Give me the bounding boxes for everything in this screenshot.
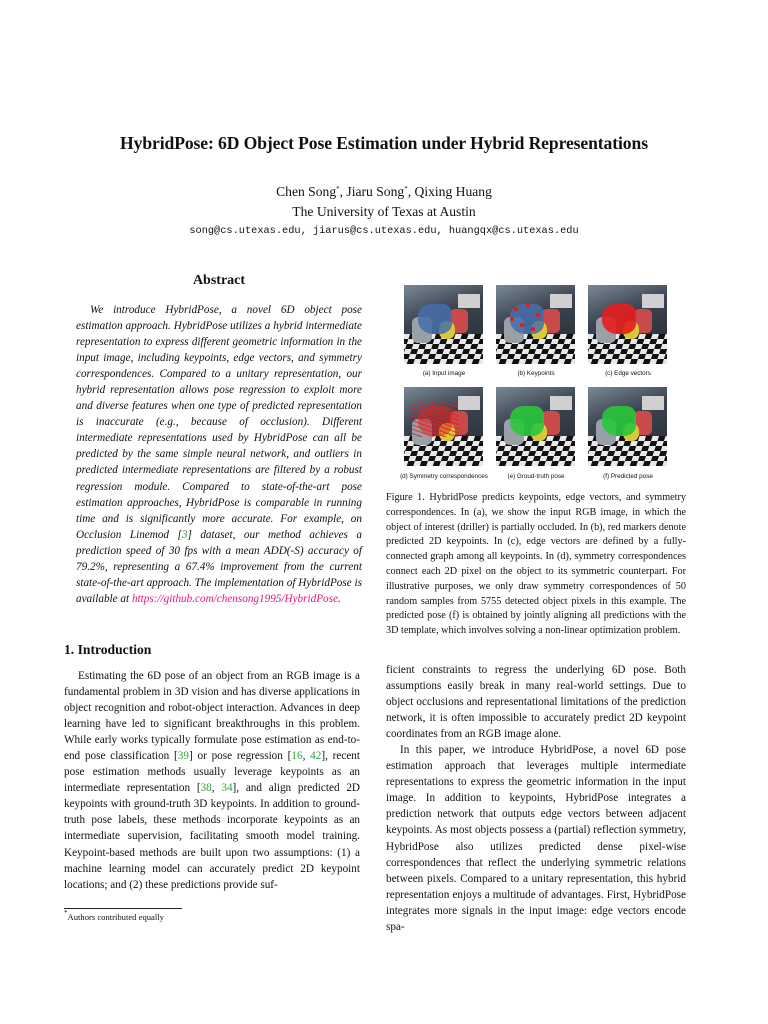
figure-subcaption: (c) Edge vectors: [605, 370, 651, 377]
intro-text: ], and align predicted 2D keypoints with ground-truth 3D keypoints. In addition to ground-truth pose labels, these methods incorporate keypoints as an intermediate supervision, facilitating smooth model training. Keypoint-based methods are built upon two assumptions: (1) a machine learning model can accurately predict 2D keypoint locations; and (2) these predictions provide suf-: [64, 782, 360, 891]
author-separator: ,: [339, 184, 347, 199]
intro-text: ,: [302, 750, 311, 763]
figure-image-ground-truth-pose: [496, 387, 575, 466]
paragraph: ficient constraints to regress the underlying 6D pose. Both assumptions easily break in many real-world settings. Due to object occlusions and representational limitations of the prediction network, it is often impossible to accurately predict 2D keypoint coordinates from an RGB image alone.: [386, 664, 686, 741]
figure-subcaption: (b) Keypoints: [517, 370, 555, 377]
figure-image-input: [404, 285, 483, 364]
citation-link[interactable]: 3: [181, 528, 188, 541]
author-name: Jiaru Song: [346, 184, 405, 199]
affiliation: The University of Texas at Austin: [292, 204, 476, 219]
figure-image-edge-vectors: [588, 285, 667, 364]
figure-image-symmetry: [404, 387, 483, 466]
section-heading-introduction: 1. Introduction: [64, 642, 152, 657]
figure-subcaption: (a) Input image: [422, 370, 466, 377]
author-name: Qixing Huang: [414, 184, 492, 199]
intro-text: ] or pose regression [: [188, 750, 292, 763]
intro-text: ], recent pose estimation methods usually leverage keypoints as an intermediate representation [: [64, 750, 360, 795]
abstract-text: We introduce HybridPose, a novel 6D object pose estimation approach. HybridPose utilizes a hybrid intermediate representation to express different geometric information in the input image, including keypoints, edge vectors, and symmetry correspondences. Compared to a unitary representation, our hybrid representation allows pose regression to exploit more and diverse features when one type of predicted representation is inaccurate (e.g., because of occlusion). Different intermediate representations used by HybridPose can all be predicted by the same simple neural network, and outliers in predicted intermediate representations are filtered by a robust regression module. Compared to state-of-the-art pose estimation approaches, HybridPose is comparable in running time and is significantly more accurate. For example, on Occlusion Linemod [: [76, 304, 362, 541]
intro-text: ,: [211, 782, 222, 795]
introduction-body: [64, 668, 360, 893]
citation-link[interactable]: 42: [310, 750, 322, 763]
figure-subcaption: (f) Predicted pose: [603, 473, 653, 480]
footnote-text: Authors contributed equally: [67, 912, 164, 922]
figure-subcaption: (e) Groud-truth pose: [507, 473, 565, 480]
author-separator: ,: [407, 184, 415, 199]
citation-link[interactable]: 39: [177, 750, 189, 763]
abstract-text: ] dataset, our method achieves a prediction speed of 30 fps with a mean ADD(-S) accuracy of 79.2%, representing a 67.4% improvement from the current state-of-the-art approach. The implementation of HybridPose is available at: [76, 528, 362, 605]
figure-caption: Figure 1. HybridPose predicts keypoints, edge vectors, and symmetry correspondences. In (a), we show the input RGB image, in which the object of interest (driller) is partially occluded. In (b), red markers denote predicted 2D keypoints. In (c), edge vectors are defined by a fully-connected graph among all keypoints. In (d), symmetry correspondences connect each 2D pixel on the object to its symmetric counterpart. For illustrative purposes, we only draw symmetry correspondences of 50 random samples from 5755 detected object pixels in this example. The predicted pose (f) is obtained by jointly aligning all predictions with the 3D template, which involves solving a non-linear optimization problem.: [386, 492, 686, 637]
footnote-mark: *: [64, 909, 68, 917]
citation-link[interactable]: 16: [291, 750, 303, 763]
author-name: Chen Song: [276, 184, 337, 199]
figure-image-predicted-pose: [588, 387, 667, 466]
author-list: [0, 184, 768, 200]
figure-image-keypoints: [496, 285, 575, 364]
citation-link[interactable]: 34: [221, 782, 233, 795]
github-link[interactable]: https://github.com/chensong1995/HybridPose: [131, 592, 338, 605]
abstract-heading: Abstract: [192, 273, 246, 288]
figure-subcaption: (d) Symmetry correspondences: [400, 473, 488, 480]
abstract-text: .: [337, 592, 341, 605]
introduction-body-continued: [386, 662, 686, 935]
intro-text: Estimating the 6D pose of an object from an RGB image is a fundamental problem in 3D vision and has diverse applications in object recognition and robot-object interaction. Advances in deep learning have led to significant breakthroughs in this problem. While early works typically formulate pose estimation as end-to-end pose classification [: [64, 670, 360, 763]
paper-title: HybridPose: 6D Object Pose Estimation under Hybrid Representations: [120, 133, 648, 153]
paragraph: In this paper, we introduce HybridPose, a novel 6D pose estimation approach that leverages multiple intermediate representations to express the geometric information in the input image. In addition to keypoints, HybridPose integrates a prediction network that outputs edge vectors between adjacent keypoints. As most objects possess a (partial) reflection symmetry, HybridPose also utilizes predicted dense pixel-wise correspondences that reflect the underlying symmetric relations between pixels. Compared to a unitary representation, this hybrid representation enjoys a multitude of advantages. First, HybridPose integrates more signals in the input image: edge vectors encode spa-: [386, 744, 686, 933]
abstract-body: [76, 302, 362, 607]
equal-contribution-mark: *: [404, 185, 408, 193]
equal-contribution-mark: *: [336, 185, 340, 193]
footnote: [64, 909, 360, 922]
citation-link[interactable]: 38: [200, 782, 212, 795]
author-emails: song@cs.utexas.edu, jiarus@cs.utexas.edu, huangqx@cs.utexas.edu: [189, 225, 579, 237]
